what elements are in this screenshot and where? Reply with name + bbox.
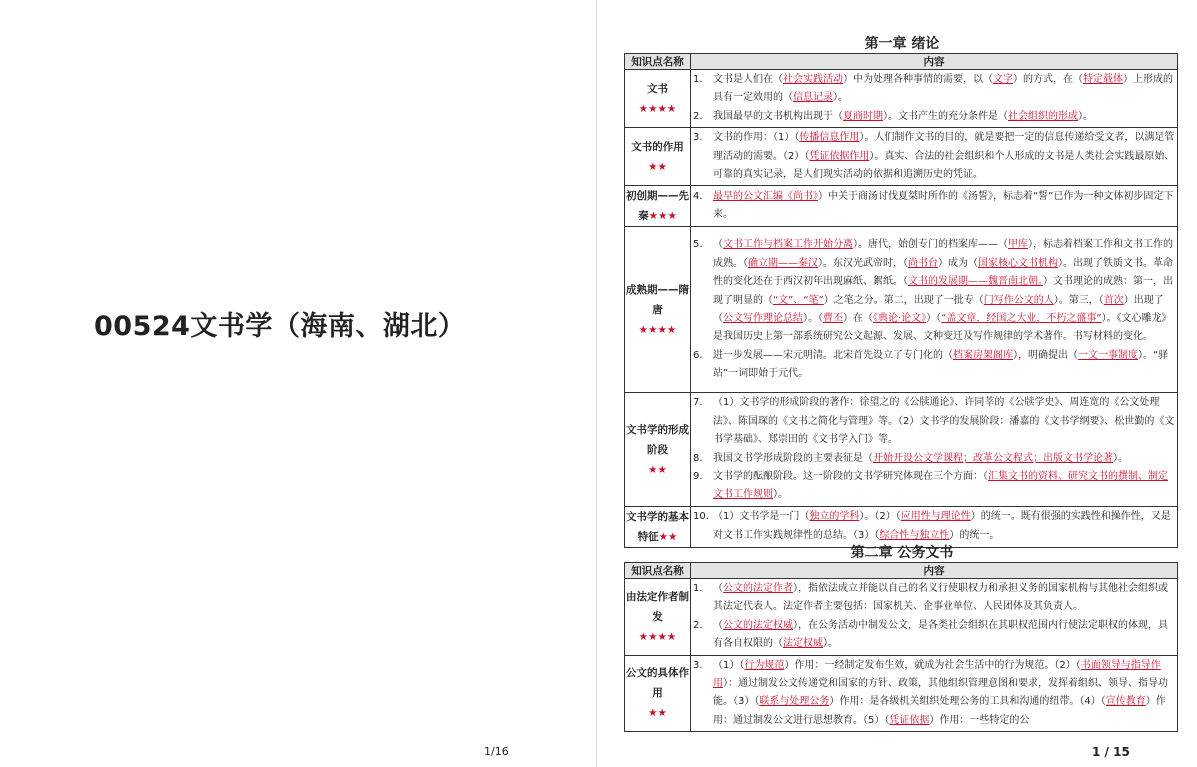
star-rating: ★★★★ [638, 323, 677, 336]
content-cell [691, 128, 1178, 186]
knowledge-point: 文书的作用 ★★ [625, 128, 691, 186]
chapter1-header-row [625, 54, 1178, 70]
col-header-content: 内容 [691, 563, 1178, 579]
list-item: 9. 文书学的酝酿阶段。这一阶段的文书学研究体现在三个方面：（汇集文书的资料、研究文书的撰制、制定文书工作规则）。 [693, 471, 1168, 501]
table-row [625, 186, 1178, 227]
left-page [0, 0, 596, 767]
list-item: 3. （1）（行为规范）作用：一经制定发布生效，就成为社会生活中的行为规范。（2）（书面领导与指导作用）：通过制发公文传递党和国家的方针、政策，其他组织管理意图和要求，发挥着组织、领导、指导功能。（3）（联系与处理公务）作用：是各级机关组织处理公务的工具和沟通的纽带。（4）（宣传教育）作用：通过制发公文进行思想教育。（5）（凭证依据）作用：一些特定的公 [693, 659, 1168, 726]
document-title: 00524文书学（海南、湖北） [94, 311, 466, 342]
content-cell [691, 227, 1178, 393]
knowledge-point: 初创期——先秦★★★ [625, 186, 691, 227]
table-row [625, 579, 1178, 656]
table-row [625, 128, 1178, 186]
table-row [625, 227, 1178, 393]
star-rating: ★★★★ [638, 630, 677, 643]
list-item: 3. 文书的作用：（1）（传播信息作用）。人们制作文书的目的，就是要把一定的信息传递给受文者，以满足管理活动的需要。（2）（凭证依据作用）。真实、合法的社会组织和个人形成的文书是人类社会实践最原始、可靠的真实记录，是人们现实活动的依据和追溯历史的凭证。 [693, 132, 1175, 181]
table-row [625, 655, 1178, 732]
chapter1-table [624, 53, 1178, 548]
knowledge-point: 成熟期——隋唐 ★★★★ [625, 227, 691, 393]
table-row [625, 393, 1178, 506]
star-rating: ★★ [648, 463, 667, 476]
chapter2-header-row [625, 563, 1178, 579]
page-number-left: 1/16 [484, 745, 509, 758]
list-item: 6. 进一步发展——宋元明清。北宋首先设立了专门化的（档案房架阁库），明确提出（一文一事制度）。“驿站”一词即始于元代。 [693, 349, 1169, 380]
col-header-content: 内容 [691, 54, 1178, 70]
content-cell [691, 70, 1178, 128]
content-cell [691, 393, 1178, 506]
content-cell [691, 655, 1178, 732]
knowledge-point: 文书学的基本特征★★ [625, 506, 691, 547]
right-page [597, 0, 1197, 767]
table-row [625, 70, 1178, 128]
list-item: 2. 我国最早的文书机构出现于（夏商时期）。文书产生的充分条件是（社会组织的形成）。 [693, 110, 1093, 122]
col-header-name: 知识点名称 [625, 54, 691, 70]
knowledge-point: 由法定作者制发 ★★★★ [625, 579, 691, 656]
knowledge-point: 文书学的形成阶段 ★★ [625, 393, 691, 506]
star-rating: ★★★★ [638, 102, 677, 115]
chapter2-title: 第二章 公务文书 [850, 545, 954, 561]
page-number-right: 1 / 15 [1092, 745, 1130, 759]
list-item: 1. （公文的法定作者），指依法成立并能以自己的名义行使职权力和承担义务的国家机构与其他社会组织或其法定代表人。法定作者主要包括：国家机关、企事业单位、人民团体及其负责人。 [693, 583, 1168, 613]
chapter1-title: 第一章 绪论 [864, 36, 940, 52]
content-cell [691, 186, 1178, 227]
knowledge-point: 文书 ★★★★ [625, 70, 691, 128]
star-rating: ★★★ [648, 210, 677, 223]
col-header-name: 知识点名称 [625, 563, 691, 579]
list-item: 7. （1）文书学的形成阶段的著作：徐望之的《公牍通论》、许同莘的《公牍学史》、周连宽的《公文处理法》、陈国琛的《文书之简化与管理》等。（2）文书学的发展阶段：潘嘉的《文书学纲要》、松世勤的《文书学基础》、郑崇田的《文书学入门》等。 [693, 397, 1175, 446]
star-rating: ★★ [648, 160, 667, 173]
list-item: 1. 文书是人们在（社会实践活动）中为处理各种事情的需要，以（文字）的方式，在（特定载体）上形成的具有一定效用的（信息记录）。 [693, 74, 1173, 104]
list-item: 10. （1）文书学是一门（独立的学科）。（2）（应用性与理论性）的统一。既有很强的实践性和操作性，又是对文书工作实践规律性的总结。（3）（综合性与独立性）的统一。 [693, 511, 1171, 541]
list-item: 2. （公文的法定权威），在公务活动中制发公文，是各类社会组织在其职权范围内行使法定职权的体现，具有各自权限的（法定权威）。 [693, 619, 1168, 650]
knowledge-point: 公文的具体作用 ★★ [625, 655, 691, 732]
list-item: 8. 我国文书学形成阶段的主要表征是（开始开设公文学课程；改革公文程式；出版文书学论著）。 [693, 452, 1128, 464]
content-cell [691, 579, 1178, 656]
list-item: 4. 最早的公文汇编《尚书》）中关于商汤讨伐夏桀时所作的《汤誓》，标志着“誓”已作为一种文体初步固定下来。 [693, 191, 1174, 221]
star-rating: ★★ [658, 530, 678, 543]
star-rating: ★★ [648, 707, 667, 720]
list-item: 5. （文书工作与档案工作开始分离）。唐代，始创专门的档案库——（甲库），标志着档案工作和文书工作的成熟。（确立期——秦汉）。东汉光武帝时，（尚书台）成为（国家核心文书机构）。出现了铁质文书。革命性的变化还在于西汉初年出现麻纸、絮纸。（文书的发展期——魏晋南北朝。）文书理论的成熟：第一，出现了明显的（“文”、“笔”）之笔之分。第二，出现了一批专（门写作公文的人）。第三，（首次）出现了（公文写作理论总结）。（曹丕）在（《典论·论文》）（“盖文章，经国之大业，不朽之盛事”）。《文心雕龙》是我国历史上第一部系统研究公文起源、发展、文种变迁及写作规律的学术著作。书写材料的变化。 [693, 239, 1173, 343]
chapter2-table [624, 562, 1178, 732]
